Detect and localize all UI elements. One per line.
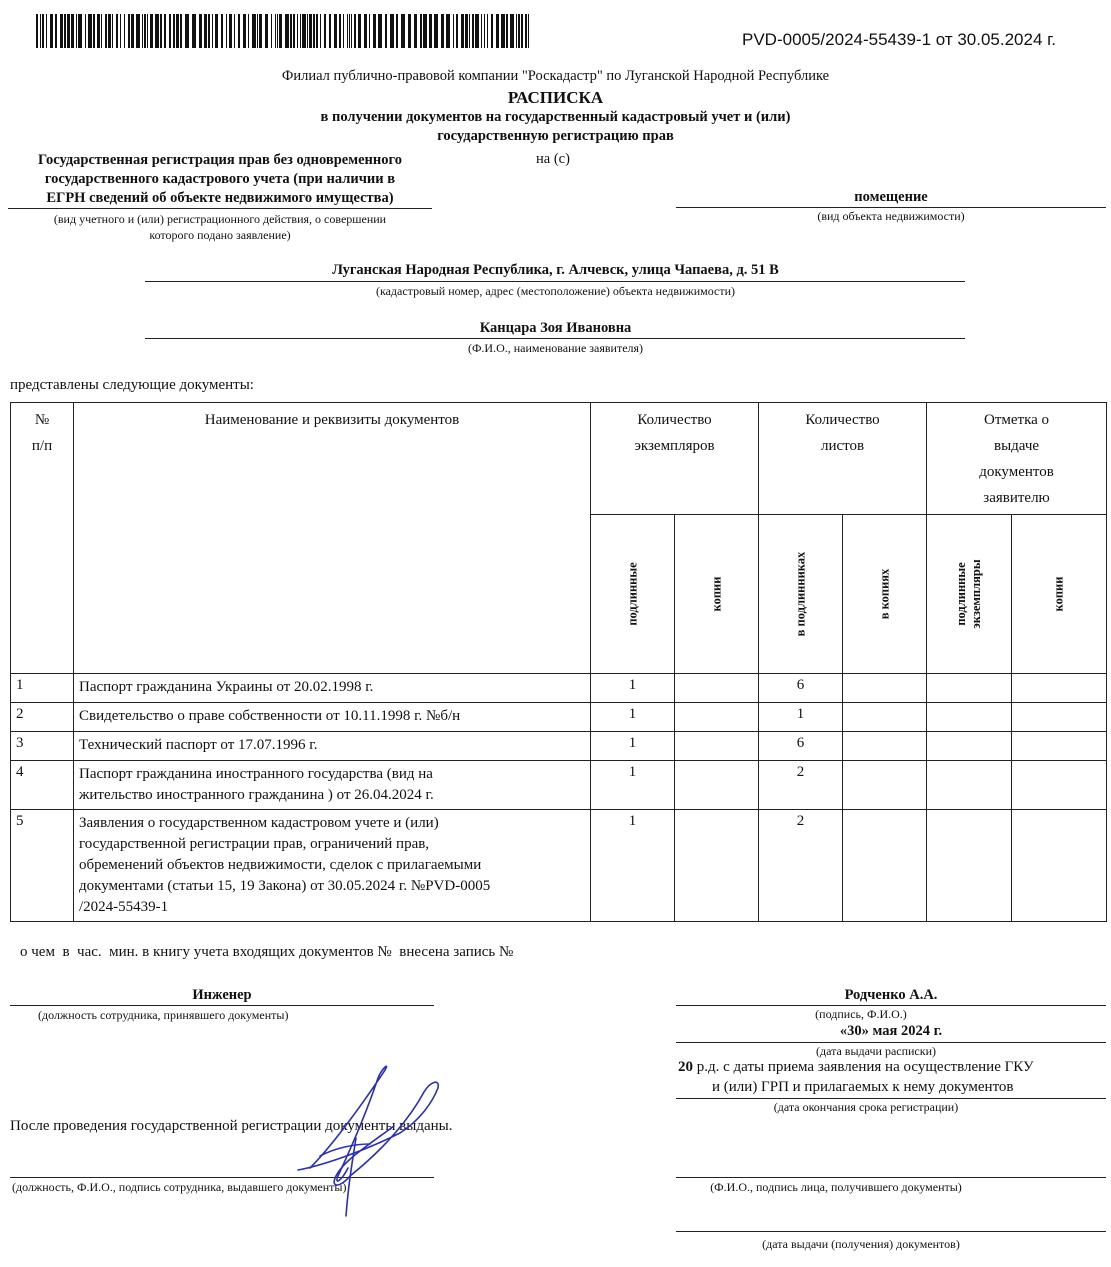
row-num: 2: [11, 703, 74, 732]
object-type: помещение: [854, 189, 928, 205]
barcode-bar: [358, 14, 361, 48]
page-subtitle-line1: в получении документов на государственный кадастровый учет и (или): [320, 109, 791, 125]
barcode-bar: [275, 14, 276, 48]
receipt-date: «30» мая 2024 г.: [839, 1023, 943, 1039]
barcode-bar: [238, 14, 240, 48]
barcode-bar: [491, 14, 493, 48]
header-name: Наименование и реквизиты документов: [74, 403, 591, 674]
barcode-bar: [257, 14, 258, 48]
row-copies: [675, 703, 759, 732]
barcode-bar: [147, 14, 148, 48]
barcode-bar: [453, 14, 454, 48]
barcode-bar: [271, 14, 272, 48]
record-line: о чем в час. мин. в книгу учета входящих документов № внесена запись №: [20, 944, 514, 960]
applicant-underline: [145, 338, 965, 339]
row-sheets-copies: [843, 732, 927, 761]
row-document-name: Технический паспорт от 17.07.1996 г.: [74, 732, 591, 761]
barcode-bar: [226, 14, 227, 48]
barcode-bar: [136, 14, 140, 48]
barcode-bar: [173, 14, 175, 48]
barcode-bar: [67, 14, 70, 48]
barcode-bar: [351, 14, 352, 48]
barcode-bar: [120, 14, 121, 48]
barcode-bar: [248, 14, 249, 48]
row-issue-originals: [927, 732, 1012, 761]
barcode-bar: [199, 14, 202, 48]
barcode-bar: [414, 14, 417, 48]
date-caption: (дата выдачи расписки): [815, 1044, 937, 1058]
barcode-bar: [169, 14, 171, 48]
barcode-bar: [215, 14, 218, 48]
row-issue-copies: [1012, 810, 1107, 922]
header-sheets-line2: листов: [820, 438, 865, 454]
row-sheets-copies: [843, 761, 927, 810]
barcode-bar: [525, 14, 527, 48]
header-sheets-line1: Количество: [805, 412, 880, 428]
row-num: 5: [11, 810, 74, 922]
barcode: [36, 14, 529, 48]
barcode-bar: [423, 14, 427, 48]
row-originals: 1: [591, 732, 675, 761]
subheader-originals: [591, 515, 675, 674]
row-document-name-line3: обременений объектов недвижимости, сделок с прилагаемыми: [79, 857, 482, 873]
barcode-bar: [116, 14, 118, 48]
barcode-bar: [316, 14, 318, 48]
barcode-bar: [78, 14, 82, 48]
barcode-bar: [420, 14, 422, 48]
barcode-bar: [212, 14, 213, 48]
row-sheets: 6: [759, 732, 843, 761]
row-num: 1: [11, 674, 74, 703]
row-originals: 1: [591, 703, 675, 732]
row-document-name-line1: Заявления о государственном кадастровом учете и (или): [79, 815, 439, 831]
barcode-bar: [71, 14, 74, 48]
term-line1: р.д. с даты приема заявления на осуществление ГКУ: [693, 1059, 1034, 1075]
row-issue-originals: [927, 674, 1012, 703]
barcode-bar: [364, 14, 367, 48]
row-issue-originals: [927, 810, 1012, 922]
barcode-bar: [521, 14, 523, 48]
term-caption: (дата окончания срока регистрации): [773, 1100, 959, 1114]
barcode-bar: [180, 14, 182, 48]
term-underline: [676, 1098, 1106, 1099]
row-sheets: 6: [759, 674, 843, 703]
barcode-bar: [124, 14, 125, 48]
row-sheets: 2: [759, 761, 843, 810]
subheader-issue-copies-text: копии: [1051, 576, 1066, 612]
receiver-caption: (Ф.И.О., подпись лица, получившего документы): [710, 1180, 962, 1194]
table-row: [11, 703, 1107, 732]
barcode-bar: [277, 14, 278, 48]
barcode-bar: [36, 14, 38, 48]
barcode-bar: [42, 14, 44, 48]
row-document-name-line5: /2024-55439-1: [79, 899, 169, 915]
row-issue-originals: [927, 761, 1012, 810]
barcode-bar: [50, 14, 53, 48]
header-issue-line3: документов: [979, 464, 1054, 480]
barcode-bar: [309, 14, 312, 48]
barcode-bar: [456, 14, 458, 48]
barcode-bar: [528, 14, 529, 48]
receiver-underline: [676, 1177, 1106, 1178]
row-num: 4: [11, 761, 74, 810]
barcode-bar: [243, 14, 246, 48]
table-row: [11, 761, 1107, 810]
barcode-bar: [434, 14, 438, 48]
barcode-bar: [518, 14, 520, 48]
barcode-bar: [446, 14, 450, 48]
header-copies-line1: Количество: [637, 412, 712, 428]
row-originals: 1: [591, 761, 675, 810]
barcode-bar: [339, 14, 341, 48]
object-address: Луганская Народная Республика, г. Алчевск, улица Чапаева, д. 51 В: [332, 262, 779, 278]
registration-action-line1: Государственная регистрация прав без одновременного: [38, 152, 402, 168]
header-num: [11, 403, 74, 674]
subheader-in-copies: [843, 515, 927, 674]
action-caption: [8, 211, 432, 243]
subheader-issue-copies: [1012, 515, 1107, 674]
barcode-bar: [373, 14, 376, 48]
barcode-bar: [320, 14, 321, 48]
row-sheets-copies: [843, 674, 927, 703]
row-document-name-line2: государственной регистрации прав, ограничений прав,: [79, 836, 430, 852]
on-label: на (с): [536, 151, 570, 167]
object-underline: [676, 207, 1106, 208]
barcode-bar: [85, 14, 86, 48]
barcode-bar: [93, 14, 95, 48]
barcode-bar: [401, 14, 405, 48]
header-issue-line2: выдаче: [993, 438, 1040, 454]
header-num-line2: п/п: [31, 438, 53, 454]
row-issue-copies: [1012, 703, 1107, 732]
barcode-bar: [64, 14, 66, 48]
barcode-bar: [354, 14, 356, 48]
barcode-bar: [300, 14, 301, 48]
barcode-bar: [313, 14, 315, 48]
issue-date-underline: [676, 1231, 1106, 1232]
barcode-bar: [469, 14, 470, 48]
barcode-bar: [487, 14, 488, 48]
row-copies: [675, 810, 759, 922]
barcode-bar: [461, 14, 464, 48]
row-document-name-line1: Паспорт гражданина иностранного государства (вид на: [79, 766, 433, 782]
header-sheets: [759, 403, 927, 515]
barcode-bar: [385, 14, 387, 48]
page-subtitle-line2: государственную регистрацию прав: [437, 128, 674, 144]
barcode-bar: [472, 14, 474, 48]
table-row: [11, 732, 1107, 761]
barcode-bar: [176, 14, 179, 48]
barcode-bar: [343, 14, 344, 48]
name-caption: (подпись, Ф.И.О.): [815, 1007, 907, 1021]
organization-name: Филиал публично-правовой компании "Роскадастр" по Луганской Народной Республике: [281, 68, 830, 84]
address-underline: [145, 281, 965, 282]
barcode-bar: [302, 14, 306, 48]
registration-action-line3: ЕГРН сведений об объекте недвижимого имущества): [46, 190, 394, 206]
issued-text: После проведения государственной регистрации документы выданы.: [10, 1118, 453, 1134]
header-num-line1: №: [34, 412, 50, 428]
barcode-bar: [259, 14, 262, 48]
barcode-bar: [484, 14, 485, 48]
row-sheets: 1: [759, 703, 843, 732]
action-caption-line2: которого подано заявление): [149, 228, 291, 242]
row-document-name: Свидетельство о праве собственности от 10.11.1998 г. №б/н: [74, 703, 591, 732]
row-sheets-copies: [843, 810, 927, 922]
row-issue-copies: [1012, 732, 1107, 761]
header-issue-line1: Отметка о: [983, 412, 1050, 428]
barcode-bar: [390, 14, 394, 48]
row-sheets-copies: [843, 703, 927, 732]
row-document-name: [74, 761, 591, 810]
subheader-copies: [675, 515, 759, 674]
header-copies-line2: экземпляров: [634, 438, 715, 454]
barcode-bar: [441, 14, 444, 48]
barcode-bar: [164, 14, 166, 48]
barcode-bar: [265, 14, 268, 48]
barcode-bar: [465, 14, 468, 48]
barcode-bar: [293, 14, 295, 48]
applicant-name: Канцара Зоя Ивановна: [479, 320, 632, 336]
subheader-in-originals: [759, 515, 843, 674]
barcode-bar: [396, 14, 398, 48]
barcode-bar: [349, 14, 350, 48]
barcode-bar: [347, 14, 348, 48]
barcode-bar: [204, 14, 207, 48]
header-issue: [927, 403, 1107, 515]
row-document-name-line4: документами (статьи 15, 19 Закона) от 30.05.2024 г. №PVD-0005: [79, 878, 491, 894]
subheader-originals-text: подлинные: [625, 562, 639, 626]
barcode-bar: [101, 14, 102, 48]
barcode-bar: [475, 14, 479, 48]
row-copies: [675, 674, 759, 703]
row-issue-copies: [1012, 674, 1107, 703]
barcode-bar: [252, 14, 256, 48]
barcode-bar: [128, 14, 130, 48]
barcode-bar: [501, 14, 505, 48]
barcode-bar: [142, 14, 143, 48]
signature-strokes: [298, 1066, 438, 1216]
name-underline: [676, 1005, 1106, 1006]
subheader-copies-text: копии: [709, 576, 723, 612]
table-row: [11, 810, 1107, 922]
barcode-bar: [105, 14, 107, 48]
date-underline: [676, 1042, 1106, 1043]
action-underline: [8, 208, 432, 209]
applicant-caption: (Ф.И.О., наименование заявителя): [467, 341, 644, 355]
subheader-in-originals-text: в подлинниках: [793, 551, 808, 637]
barcode-bar: [185, 14, 189, 48]
employee-position: Инженер: [192, 987, 252, 1003]
barcode-bar: [131, 14, 134, 48]
barcode-bar: [279, 14, 282, 48]
row-copies: [675, 732, 759, 761]
barcode-bar: [229, 14, 232, 48]
row-num: 3: [11, 732, 74, 761]
barcode-bar: [76, 14, 77, 48]
barcode-bar: [40, 14, 41, 48]
table-header-row: [11, 403, 1107, 515]
barcode-bar: [516, 14, 517, 48]
registration-action-line2: государственного кадастрового учета (при наличии в: [44, 171, 396, 187]
barcode-bar: [408, 14, 411, 48]
barcode-bar: [55, 14, 57, 48]
barcode-bar: [506, 14, 508, 48]
barcode-bar: [155, 14, 159, 48]
position-underline: [10, 1005, 434, 1006]
row-document-name-line2: жительство иностранного гражданина ) от 26.04.2024 г.: [79, 787, 434, 803]
documents-table: [10, 402, 1107, 922]
object-caption: (вид объекта недвижимости): [817, 209, 965, 223]
barcode-bar: [378, 14, 382, 48]
position-caption: (должность сотрудника, принявшего документы): [38, 1008, 289, 1022]
row-document-name: Паспорт гражданина Украины от 20.02.1998 г.: [74, 674, 591, 703]
barcode-bar: [329, 14, 331, 48]
barcode-bar: [208, 14, 210, 48]
row-issue-originals: [927, 703, 1012, 732]
subheader-original-copies-text: подлинные экземпляры: [954, 559, 984, 629]
barcode-bar: [150, 14, 153, 48]
barcode-bar: [221, 14, 223, 48]
barcode-bar: [60, 14, 63, 48]
page-title: РАСПИСКА: [507, 88, 604, 107]
row-originals: 1: [591, 810, 675, 922]
barcode-bar: [88, 14, 92, 48]
barcode-bar: [369, 14, 370, 48]
header-issue-line4: заявителю: [983, 490, 1050, 506]
row-sheets: 2: [759, 810, 843, 922]
barcode-bar: [46, 14, 47, 48]
header-copies: [591, 403, 759, 515]
documents-intro: представлены следующие документы:: [10, 377, 254, 393]
signature: [290, 1048, 450, 1220]
registration-term: [678, 1059, 1034, 1076]
barcode-bar: [334, 14, 337, 48]
table-row: [11, 674, 1107, 703]
barcode-bar: [481, 14, 482, 48]
barcode-bar: [496, 14, 499, 48]
row-issue-copies: [1012, 761, 1107, 810]
barcode-bar: [108, 14, 111, 48]
document-reference: PVD-0005/2024-55439-1 от 30.05.2024 г.: [742, 30, 1056, 49]
term-number: 20: [678, 1059, 693, 1075]
registration-action: [8, 151, 432, 208]
barcode-bar: [160, 14, 162, 48]
row-document-name: [74, 810, 591, 922]
barcode-bar: [429, 14, 432, 48]
row-originals: 1: [591, 674, 675, 703]
subheader-original-copies: [927, 515, 1012, 674]
subheader-in-copies-text: в копиях: [877, 568, 892, 620]
barcode-bar: [144, 14, 146, 48]
issuer-caption: (должность, Ф.И.О., подпись сотрудника, выдавшего документы): [12, 1180, 347, 1194]
issue-date-caption: (дата выдачи (получения) документов): [762, 1237, 960, 1251]
address-caption: (кадастровый номер, адрес (местоположение) объекта недвижимости): [375, 284, 736, 298]
employee-name: Родченко А.А.: [844, 987, 938, 1003]
row-copies: [675, 761, 759, 810]
action-caption-line1: (вид учетного и (или) регистрационного действия, о совершении: [53, 212, 387, 226]
term-line2: и (или) ГРП и прилагаемых к нему документов: [712, 1079, 1014, 1095]
barcode-bar: [510, 14, 514, 48]
barcode-bar: [112, 14, 113, 48]
barcode-bar: [297, 14, 298, 48]
barcode-bar: [97, 14, 100, 48]
barcode-bar: [285, 14, 289, 48]
barcode-bar: [234, 14, 235, 48]
barcode-bar: [192, 14, 196, 48]
barcode-bar: [290, 14, 292, 48]
barcode-bar: [324, 14, 326, 48]
barcode-bar: [307, 14, 308, 48]
